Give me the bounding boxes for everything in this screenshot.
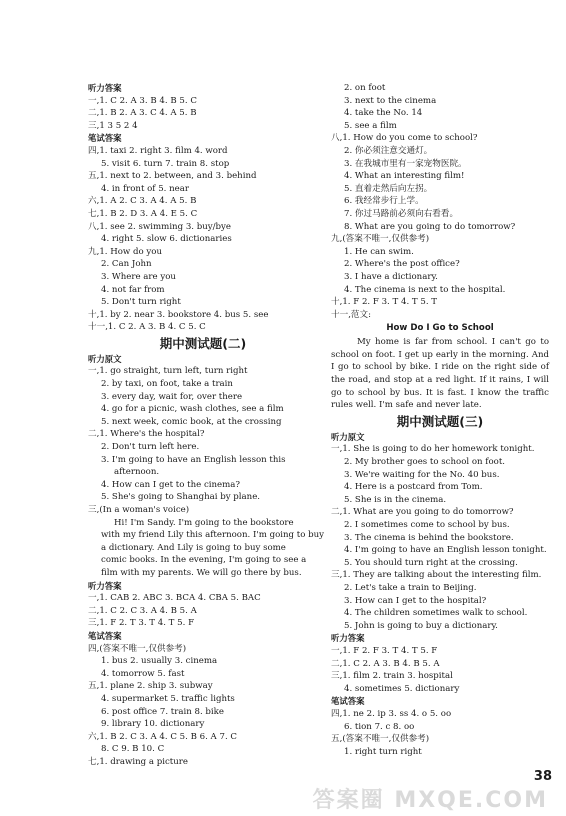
text-line: 二,1. What are you going to do tomorrow? bbox=[331, 507, 514, 518]
text-line: 六,1. B 2. C 3. A 4. C 5. B 6. A 7. C bbox=[88, 731, 238, 742]
text-line: 3. I have a dictionary. bbox=[344, 271, 438, 282]
essay-title: How Do I Go to School bbox=[386, 323, 494, 334]
text-line: 四,1. ne 2. ip 3. ss 4. o 5. oo bbox=[331, 708, 452, 719]
text-line: 2. on foot bbox=[344, 83, 386, 93]
text-line: 4. sometimes 5. dictionary bbox=[344, 683, 460, 694]
text-line: 3. How can I get to the hospital? bbox=[344, 595, 487, 606]
section-heading: 笔试答案 bbox=[331, 696, 365, 707]
text-line: 四,(答案不唯一,仅供参考) bbox=[88, 643, 187, 654]
text-line: 6. post office 7. train 8. bike bbox=[101, 706, 224, 717]
text-line: 5. next week, comic book, at the crossing bbox=[101, 416, 282, 427]
left-column bbox=[88, 82, 325, 768]
text-line: 四,1. taxi 2. right 3. film 4. word bbox=[88, 145, 228, 156]
text-line: 4. The cinema is next to the hospital. bbox=[344, 284, 506, 295]
text-line: 5. visit 6. turn 7. train 8. stop bbox=[101, 158, 230, 169]
text-line: 一,1. CAB 2. ABC 3. BCA 4. CBA 5. BAC bbox=[88, 593, 261, 604]
text-line: 十一,1. C 2. A 3. B 4. C 5. C bbox=[88, 322, 206, 333]
text-line: 一,1. C 2. A 3. B 4. B 5. C bbox=[88, 95, 197, 106]
test-title: 期中测试题(二) bbox=[159, 335, 247, 351]
text-line: 5. Don't turn right bbox=[101, 297, 181, 308]
text-line: 9. library 10. dictionary bbox=[101, 719, 205, 730]
text-line: 一,1. She is going to do her homework tonight. bbox=[331, 444, 535, 455]
text-line: 3. The cinema is behind the bookstore. bbox=[344, 532, 514, 543]
text-line: 五,1. plane 2. ship 3. subway bbox=[88, 681, 213, 692]
text-line: 十,1. by 2. near 3. bookstore 4. bus 5. see bbox=[88, 309, 269, 320]
text-line: 4. The children sometimes walk to school. bbox=[344, 608, 528, 619]
text-line: film with my parents. We will go there by bus. bbox=[101, 567, 302, 578]
text-line: 4. Here is a postcard from Tom. bbox=[344, 482, 483, 493]
text-line: 2. Can John bbox=[101, 259, 152, 270]
text-line: 八,1. see 2. swimming 3. buy/bye bbox=[88, 221, 231, 232]
text-line: 8. What are you going to do tomorrow? bbox=[344, 221, 516, 232]
text-line: with my friend Lily this afternoon. I'm going to buy bbox=[101, 530, 325, 541]
text-line: 5. She's going to Shanghai by plane. bbox=[101, 492, 261, 503]
text-line: 3. I'm going to have an English lesson this bbox=[101, 454, 286, 465]
text-line: 2. I sometimes come to school by bus. bbox=[344, 520, 510, 530]
section-heading: 听力答案 bbox=[88, 580, 122, 591]
text-line: a dictionary. And Lily is going to buy some bbox=[101, 542, 286, 553]
text-line: 二,1. C 2. A 3. B 4. B 5. A bbox=[331, 658, 440, 669]
text-line: 三,1. film 2. train 3. hospital bbox=[331, 671, 453, 682]
text-line: 1. right turn right bbox=[344, 746, 422, 757]
text-line: 4. right 5. slow 6. dictionaries bbox=[101, 234, 232, 245]
text-line: 3. We're waiting for the No. 40 bus. bbox=[344, 469, 500, 480]
text-line: 三,1. They are talking about the interesting film. bbox=[331, 570, 542, 581]
section-heading: 笔试答案 bbox=[88, 630, 122, 641]
text-line: 3. Where are you bbox=[101, 271, 176, 282]
text-line: 2. My brother goes to school on foot. bbox=[344, 457, 506, 468]
text-line: 3. 在我城市里有一家宠物医院。 bbox=[344, 158, 467, 169]
text-line: 2. 你必须注意交通灯。 bbox=[344, 145, 433, 156]
text-line: 五,1. next to 2. between, and 3. behind bbox=[88, 171, 257, 182]
text-line: 九,1. How do you bbox=[88, 246, 162, 257]
text-line: 2. by taxi, on foot, take a train bbox=[101, 379, 233, 390]
text-line: 二,1. B 2. A 3. C 4. A 5. B bbox=[88, 108, 197, 119]
text-line: 一,1. F 2. F 3. T 4. T 5. F bbox=[331, 645, 438, 656]
text-line: 八,1. How do you come to school? bbox=[331, 133, 478, 144]
text-line: 5. 直着走然后向左拐。 bbox=[344, 183, 433, 194]
text-line: 三,(In a woman's voice) bbox=[88, 505, 190, 515]
text-line: 3. every day, wait for, over there bbox=[101, 391, 243, 402]
text-line: 4. not far from bbox=[101, 284, 165, 295]
section-heading: 听力答案 bbox=[331, 633, 365, 644]
text-line: 4. What an interesting film! bbox=[344, 171, 465, 182]
text-line: 三,1 3 5 2 4 bbox=[88, 120, 138, 131]
text-line: 六,1. A 2. C 3. A 4. A 5. B bbox=[88, 196, 197, 207]
text-line: 6. 我经常步行上学。 bbox=[344, 196, 424, 207]
text-line: 三,1. F 2. T 3. T 4. T 5. F bbox=[88, 618, 195, 629]
text-line: 二,1. Where's the hospital? bbox=[88, 429, 205, 440]
page-number: 38 bbox=[533, 769, 552, 785]
text-line: 5. John is going to buy a dictionary. bbox=[344, 620, 498, 631]
text-line: 七,1. drawing a picture bbox=[88, 756, 188, 767]
watermark: 答案圈 MXQE.COM bbox=[312, 788, 548, 814]
text-line: 1. bus 2. usually 3. cinema bbox=[101, 656, 218, 667]
text-line: 2. Don't turn left here. bbox=[101, 442, 200, 453]
text-line: Hi! I'm Sandy. I'm going to the bookstore bbox=[114, 517, 294, 528]
text-line: 8. C 9. B 10. C bbox=[101, 744, 165, 755]
text-line: 九,(答案不唯一,仅供参考) bbox=[331, 234, 430, 245]
text-line: 4. take the No. 14 bbox=[344, 108, 423, 119]
text-line: 5. You should turn right at the crossing. bbox=[344, 557, 518, 568]
text-line: 4. How can I get to the cinema? bbox=[101, 479, 241, 490]
text-line: 4. in front of 5. near bbox=[101, 183, 189, 194]
text-line: comic books. In the evening, I'm going to see a bbox=[101, 555, 307, 566]
section-heading: 笔试答案 bbox=[88, 133, 122, 144]
section-heading: 听力原文 bbox=[331, 431, 365, 442]
text-line: 十,1. F 2. F 3. T 4. T 5. T bbox=[331, 297, 438, 308]
text-line: 3. next to the cinema bbox=[344, 95, 437, 106]
test-title: 期中测试题(三) bbox=[396, 413, 484, 429]
section-heading: 听力答案 bbox=[88, 83, 122, 93]
text-line: 5. see a film bbox=[344, 120, 397, 131]
text-line: 4. go for a picnic, wash clothes, see a film bbox=[101, 404, 284, 415]
text-line: afternoon. bbox=[114, 467, 160, 478]
text-line: 7. 你过马路前必须向右看看。 bbox=[344, 208, 459, 219]
text-line: 一,1. go straight, turn left, turn right bbox=[88, 366, 248, 377]
text-line: 6. tion 7. c 8. oo bbox=[344, 721, 415, 732]
right-column bbox=[331, 82, 549, 758]
text-line: 1. He can swim. bbox=[344, 246, 414, 257]
section-heading: 听力原文 bbox=[88, 353, 122, 364]
text-line: 4. I'm going to have an English lesson tonight. bbox=[344, 545, 547, 556]
text-line: 十一,范文: bbox=[331, 309, 372, 320]
text-line: 2. Where's the post office? bbox=[344, 259, 460, 270]
text-line: 4. tomorrow 5. fast bbox=[101, 668, 185, 679]
text-line: 2. Let's take a train to Beijing. bbox=[344, 582, 477, 593]
text-line: 二,1. C 2. C 3. A 4. B 5. A bbox=[88, 605, 197, 616]
essay-paragraph: My home is far from school. I can't go to school on foot. I get up early in the morning. And I go to school by bike. I ride on the right side of the road, and stop at a red light. If it rains, I will go to school by bus. It is fast. I know the traffic rules well. I'm safe and never late. bbox=[331, 337, 549, 411]
text-line: 4. supermarket 5. traffic lights bbox=[101, 693, 235, 704]
text-line: 5. She is in the cinema. bbox=[344, 494, 447, 505]
text-line: 七,1. B 2. D 3. A 4. E 5. C bbox=[88, 208, 198, 219]
text-line: 五,(答案不唯一,仅供参考) bbox=[331, 734, 430, 745]
